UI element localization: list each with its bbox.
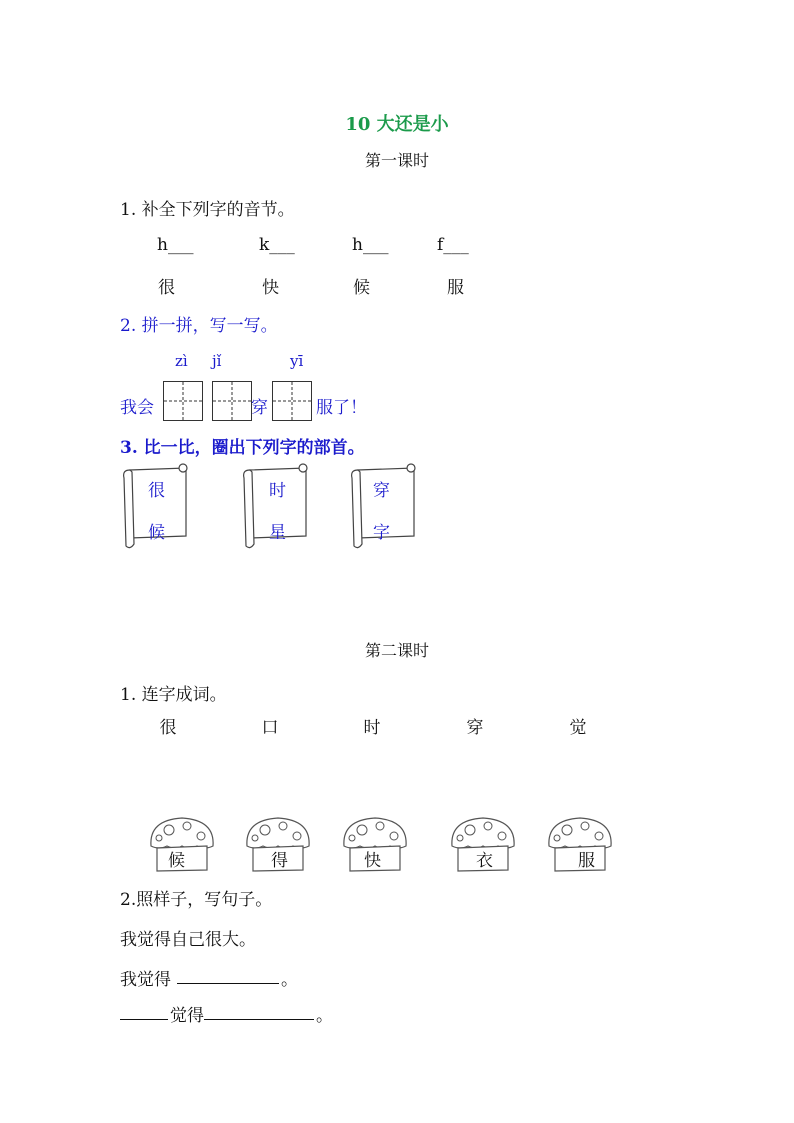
sentence-period: 。: [281, 970, 298, 990]
mushroom-char: 衣: [476, 851, 493, 871]
word-char-top[interactable]: 很: [159, 718, 177, 738]
sentence-end: 服了！: [316, 398, 367, 418]
lesson2-heading: 第二课时: [364, 641, 429, 660]
mushroom-char: 服: [578, 851, 595, 871]
word-char-top[interactable]: 口: [261, 718, 279, 738]
writing-grid-box[interactable]: [272, 381, 312, 421]
mushroom-char: 得: [271, 851, 288, 871]
pinyin-blank[interactable]: f___: [437, 235, 469, 255]
word-char-top[interactable]: 时: [363, 718, 381, 738]
hanzi-char: 快: [262, 278, 279, 298]
lesson1-heading: 第一课时: [364, 151, 429, 170]
pinyin-label: zì: [175, 352, 188, 370]
l1-q2-prompt: 2. 拼一拼，写一写。: [120, 316, 278, 336]
pinyin-blank[interactable]: k___: [259, 235, 295, 255]
pinyin-blank[interactable]: h___: [157, 235, 194, 255]
hanzi-char: 很: [158, 278, 175, 298]
scroll-char[interactable]: 字: [373, 523, 390, 543]
scroll-char[interactable]: 星: [269, 523, 286, 543]
answer-blank[interactable]: [204, 1019, 314, 1020]
writing-grid-box[interactable]: [212, 381, 252, 421]
writing-grid-box[interactable]: [163, 381, 203, 421]
pinyin-label: yī: [290, 352, 304, 370]
hanzi-char: 候: [353, 278, 370, 298]
answer-blank[interactable]: [177, 983, 279, 984]
example-sentence: 我觉得自己很大。: [120, 930, 256, 950]
pinyin-blank[interactable]: h___: [352, 235, 389, 255]
mushroom-char: 快: [364, 851, 381, 871]
sentence-period: 。: [316, 1006, 333, 1026]
mushroom-char: 候: [168, 851, 185, 871]
sentence-middle-word: 觉得: [170, 1006, 204, 1026]
scroll-char[interactable]: 穿: [373, 481, 390, 501]
word-char-top[interactable]: 穿: [466, 718, 484, 738]
pinyin-label: jǐ: [212, 352, 222, 370]
l1-q1-prompt: 1. 补全下列字的音节。: [120, 200, 295, 220]
sentence-start: 我会: [120, 398, 154, 418]
sentence-prefix: 我觉得: [120, 970, 171, 990]
word-char-top[interactable]: 觉: [569, 718, 587, 738]
sentence-middle: 穿: [251, 398, 268, 418]
answer-blank[interactable]: [120, 1019, 168, 1020]
scroll-char[interactable]: 很: [148, 481, 165, 501]
l1-q3-prompt: 3. 比一比，圈出下列字的部首。: [120, 438, 365, 458]
hanzi-char: 服: [447, 278, 464, 298]
scroll-char[interactable]: 候: [148, 523, 165, 543]
page-title: 10 大还是小: [345, 114, 449, 135]
l2-q1-prompt: 1. 连字成词。: [120, 685, 227, 705]
scroll-char[interactable]: 时: [269, 481, 286, 501]
l2-q2-prompt: 2.照样子，写句子。: [120, 890, 273, 910]
